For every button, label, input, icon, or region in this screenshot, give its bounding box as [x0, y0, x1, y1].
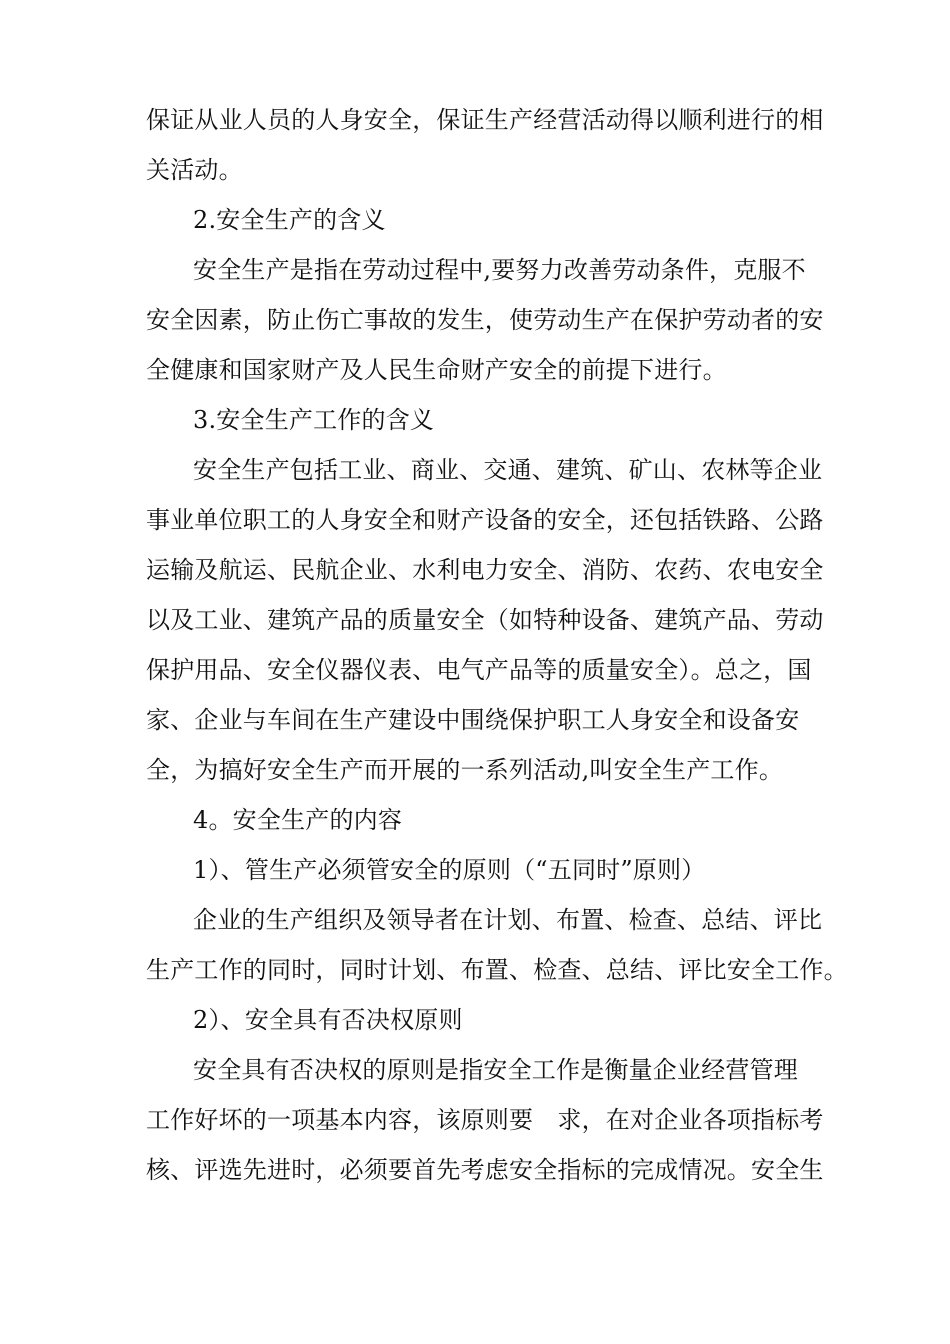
body-text-line: 安全因素，防止伤亡事故的发生，使劳动生产在保护劳动者的安 [146, 306, 824, 334]
body-text-line: 运输及航运、民航企业、水利电力安全、消防、农药、农电安全 [146, 556, 824, 584]
body-text-line: 企业的生产组织及领导者在计划、布置、检查、总结、评比 [193, 906, 823, 934]
body-text-line: 家、企业与车间在生产建设中围绕保护职工人身安全和设备安 [146, 706, 800, 734]
body-text-line: 核、评选先进时，必须要首先考虑安全指标的完成情况。安全生 [146, 1156, 824, 1184]
body-text-line: 事业单位职工的人身安全和财产设备的安全，还包括铁路、公路 [146, 506, 824, 534]
body-text-line: 安全生产包括工业、商业、交通、建筑、矿山、农林等企业 [193, 456, 823, 484]
body-text-line: 全健康和国家财产及人民生命财产安全的前提下进行。 [146, 356, 727, 384]
body-text-line: 工作好坏的一项基本内容，该原则要 求，在对企业各项指标考 [146, 1106, 824, 1134]
body-text-line: 保护用品、安全仪器仪表、电气产品等的质量安全）。总之，国 [146, 656, 812, 684]
body-text-line: 安全具有否决权的原则是指安全工作是衡量企业经营管理 [193, 1056, 798, 1084]
subsection-heading: 2）、安全具有否决权原则 [193, 1006, 463, 1034]
body-text-line: 关活动。 [146, 156, 243, 184]
body-text-line: 安全生产是指在劳动过程中,要努力改善劳动条件，克服不 [193, 256, 806, 284]
body-text-line: 保证从业人员的人身安全，保证生产经营活动得以顺利进行的相 [146, 106, 824, 134]
body-text-line: 全，为搞好安全生产而开展的一系列活动,叫安全生产工作。 [146, 756, 784, 784]
body-text-line: 以及工业、建筑产品的质量安全（如特种设备、建筑产品、劳动 [146, 606, 824, 634]
subsection-heading: 1）、管生产必须管安全的原则（“五同时”原则） [193, 856, 706, 884]
body-text-line: 生产工作的同时，同时计划、布置、检查、总结、评比安全工作。 [146, 956, 848, 984]
section-heading: 4。安全生产的内容 [193, 806, 403, 834]
section-heading: 3.安全生产工作的含义 [193, 406, 435, 434]
section-heading: 2.安全生产的含义 [193, 206, 386, 234]
